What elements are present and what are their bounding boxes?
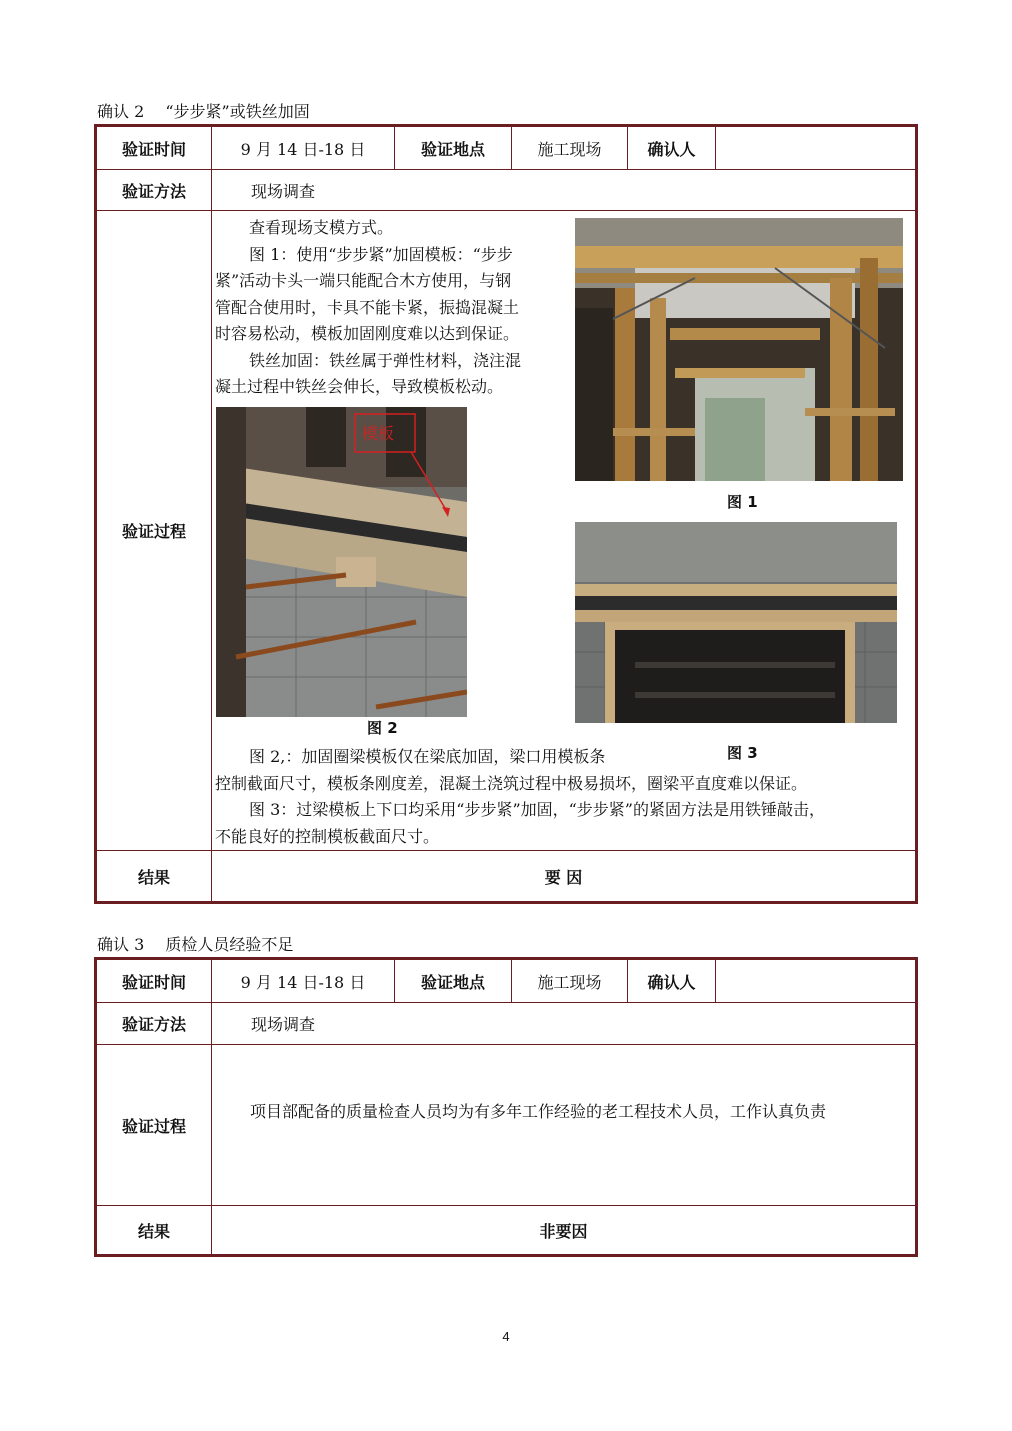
process-bottom-line: 图 2,：加固圈梁模板仅在梁底加固，梁口用模板条 <box>249 747 606 766</box>
process-bottom-line: 不能良好的控制模板截面尺寸。 <box>215 826 440 846</box>
figure1-photo <box>575 218 903 481</box>
row-process <box>97 211 915 851</box>
place-value: 施工现场 <box>512 960 628 1002</box>
confirmer-value <box>716 127 915 169</box>
row-result <box>97 851 915 901</box>
process-text <box>215 215 560 401</box>
process-line: 铁丝加固：铁丝属于弹性材料，浇注混 <box>249 350 522 370</box>
row-time <box>97 127 915 170</box>
section3-caption: 确认 3 质检人员经验不足 <box>97 935 294 954</box>
result-value: 要 因 <box>544 867 583 887</box>
row-result <box>97 1206 915 1254</box>
row-time <box>97 960 915 1003</box>
confirmer-label: 确认人 <box>628 960 716 1002</box>
method-value: 现场调查 <box>251 181 316 201</box>
section3-table <box>94 957 918 1257</box>
row-process <box>97 1045 915 1206</box>
row-method <box>97 170 915 211</box>
place-label: 验证地点 <box>395 127 512 169</box>
process-line: 紧”活动卡头一端只能配合木方使用，与钢 <box>215 271 512 290</box>
process-bottom-text <box>215 744 915 850</box>
figure2-annotation: 模板 <box>362 424 395 443</box>
confirmer-value <box>716 960 915 1002</box>
result-label: 结果 <box>97 851 212 901</box>
confirmer-label: 确认人 <box>628 127 716 169</box>
method-label: 验证方法 <box>97 170 212 210</box>
figure2-photo <box>216 407 467 717</box>
process-line: 查看现场支模方式。 <box>249 218 394 237</box>
figure2-caption: 图 2 <box>367 719 398 737</box>
row-method <box>97 1003 915 1045</box>
time-label: 验证时间 <box>97 960 212 1002</box>
result-value: 非要因 <box>539 1221 588 1241</box>
section2-table <box>94 124 918 904</box>
process-bottom-line: 控制截面尺寸，模板条刚度差，混凝土浇筑过程中极易损坏，圈梁平直度难以保证。 <box>215 773 808 793</box>
process-line: 图 1：使用“步步紧”加固模板：“步步 <box>249 244 513 264</box>
place-label: 验证地点 <box>395 960 512 1002</box>
process-label: 验证过程 <box>97 1045 212 1205</box>
page-number: 4 <box>502 1329 510 1344</box>
process-line: 管配合使用时，卡具不能卡紧，振捣混凝土 <box>215 297 520 317</box>
section2-caption: 确认 2 “步步紧”或铁丝加固 <box>97 102 310 121</box>
figure3-photo <box>575 522 897 723</box>
process-label: 验证过程 <box>97 211 212 850</box>
method-value: 现场调查 <box>251 1015 316 1034</box>
time-value: 9 月 14 日-18 日 <box>212 127 395 169</box>
time-label: 验证时间 <box>97 127 212 169</box>
result-label: 结果 <box>97 1206 212 1254</box>
figure1-caption: 图 1 <box>727 493 758 511</box>
figure3-caption: 图 3 <box>727 744 758 762</box>
time-value: 9 月 14 日-18 日 <box>212 960 395 1002</box>
process-bottom-line: 图 3：过梁模板上下口均采用“步步紧”加固，“步步紧”的紧固方法是用铁锤敲击， <box>249 800 825 819</box>
process-text: 项目部配备的质量检查人员均为有多年工作经验的老工程技术人员，工作认真负责 <box>250 1102 827 1121</box>
place-value: 施工现场 <box>512 127 628 169</box>
process-line: 凝土过程中铁丝会伸长，导致模板松动。 <box>215 377 504 396</box>
method-label: 验证方法 <box>97 1003 212 1044</box>
process-line: 时容易松动，模板加固刚度难以达到保证。 <box>215 324 520 343</box>
